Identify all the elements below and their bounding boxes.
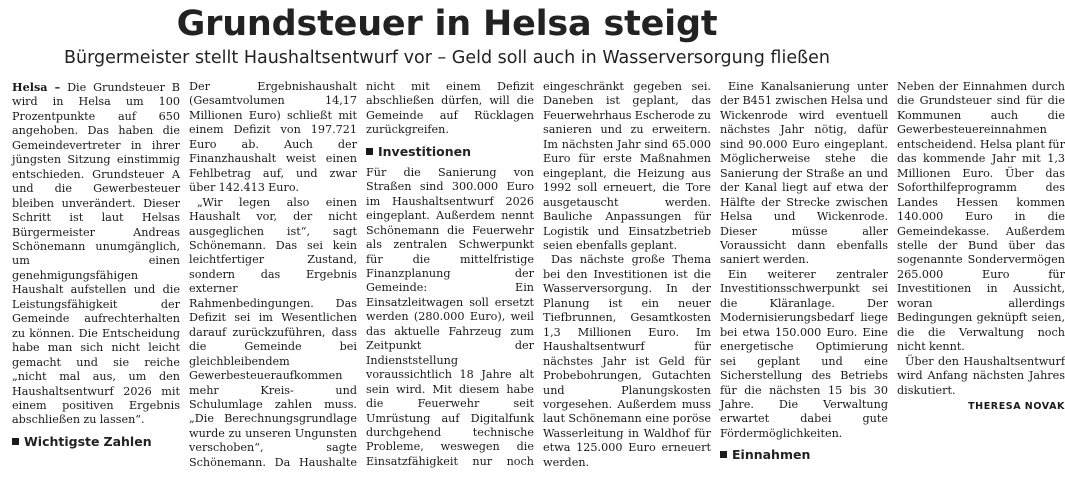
closing-text: Über den Haushaltsentwurf wird Anfang nächsten Jahres diskutiert. [897, 354, 1065, 397]
section-heading-zahlen [12, 434, 180, 450]
subheadline: Bürgermeister stellt Haushaltsentwurf vor – Geld soll auch in Wasserversorgung fließen [64, 48, 830, 68]
intro-text: Die Grundsteuer B wird in Helsa um 100 Prozentpunkte auf 650 angehoben. Das haben die Gemeindevertreter in ihrer jüngsten Sitzung einstimmig entschieden. Grundsteuer A und die Gewerbesteuer bleiben unverändert. Dieser Schritt ist laut Helsas Bürgermeister Andreas Schönemann unumgänglich, um einen genehmigungsfähigen Haushalt aufstellen und die Leistungsfähigkeit der Gemeinde aufrechterhalten zu können. Die Entscheidung habe man sich nicht leicht gemacht und sie reiche „nicht mal aus, um den Haushaltsentwurf 2026 mit einem positiven Ergebnis abschließen zu lassen“. [12, 81, 180, 427]
paragraph-4: Für die Sanierung von Straßen sind 300.000 Euro im Haushaltsentwurf 2026 eingeplant. Außerdem nennt Schönemann die Feuerwehr als zentralen Schwerpunkt für die mittelfristige Finanzplanung der Gemeinde: Ein Einsatzleitwagen soll ersetzt werden (280.000 Euro), weil das aktuelle Fahrzeug zum Zeitpunkt der Indienststellung voraussichtlich 18 Jahre alt sein wird. Mit diesem habe die Feuerwehr seit Umrüstung auf Digitalfunk durchgehend technische Probleme, weswegen die Einsatzfähigkeit nur noch eingeschränkt gegeben sei. Daneben ist geplant, das Feuerwehrhaus Escherode zu sanieren und zu erweitern. Im nächsten Jahr sind 65.000 Euro für erste Maßnahmen eingeplant, die Heizung aus 1992 soll erneuert, die Tore ausgetauscht werden. Bauliche Anpassungen für Logistik und Einsatzbetrieb seien ebenfalls geplant. [366, 80, 711, 468]
section-heading-einnahmen [720, 447, 888, 463]
section-heading-text: Investitionen [378, 143, 471, 159]
square-bullet-icon [366, 148, 373, 155]
square-bullet-icon [12, 438, 19, 445]
author-byline: THERESA NOVAK [968, 400, 1065, 412]
article-columns [12, 80, 1065, 475]
section-heading-text: Einnahmen [732, 447, 811, 463]
paragraph-9 [897, 355, 1065, 398]
paragraph-2: Der Ergebnishaushalt (Gesamtvolumen 14,17 Millionen Euro) schließt mit einem Defizit von 197.721 Euro ab. Auch der Finanzhaushalt weist einen Fehlbetrag auf, und zwar über 142.413 Euro. [189, 80, 357, 195]
paragraph-7: Ein weiterer zentraler Investitionsschwerpunkt sei die Kläranlage. Der Modernisierungsbedarf liege bei etwa 150.000 Euro. Eine energetische Optimierung sei geplant und eine Sicherstellung des Betriebs für die nächsten 15 bis 30 Jahre. Die Verwaltung erwartet dabei gute Fördermöglichkeiten. [720, 267, 888, 440]
dateline: Helsa – [12, 80, 61, 94]
square-bullet-icon [720, 451, 727, 458]
section-heading-investitionen [366, 144, 534, 160]
paragraph-8: Neben der Einnahmen durch die Grundsteuer sind für die Kommunen auch die Gewerbesteuereinnahmen entscheidend. Helsa plant für das kommende Jahr mit 1,3 Millionen Euro. Über das Soforthilfeprogramm des Landes Hessen kommen 140.000 Euro in die Gemeindekasse. Außerdem stelle der Bund über das sogenannte Sondervermögen 265.000 Euro für Investitionen in Aussicht, woran allerdings Bedingungen geknüpft seien, die die Verwaltung noch nicht kennt. [897, 80, 1065, 354]
paragraph-intro [12, 80, 180, 428]
paragraph-6: Eine Kanalsanierung unter der B451 zwischen Helsa und Wickenrode wird eventuell nächstes Jahr nötig, dafür sind 90.000 Euro eingeplant. Möglicherweise stehe die Sanierung der Straße an und der Kanal liegt auf etwa der Hälfte der Strecke zwischen Helsa und Wickenrode. Dieser müsse aller Voraussicht dann ebenfalls saniert werden. [720, 80, 888, 267]
paragraph-5: Das nächste große Thema bei den Investitionen ist die Wasserversorgung. In der Planung ist ein neuer Tiefbrunnen, Gesamtkosten 1,3 Millionen Euro. Im Haushaltsentwurf für nächstes Jahr ist Geld für Probebohrungen, Gutachten und Planungskosten vorgesehen. Außerdem muss laut Schönemann eine poröse Wasserleitung in Waldhof für etwa 125.000 Euro erneuert werden. [543, 253, 711, 469]
headline: Grundsteuer in Helsa steigt [176, 4, 718, 44]
paragraph-3: „Wir legen also einen Haushalt vor, der nicht ausgeglichen ist“, sagt Schönemann. Das sei kein leichtfertiger Zustand, sondern das Ergebnis externer Rahmenbedingungen. Das Defizit sei im Wesentlichen darauf zurückzuführen, dass die Gemeinde bei gleichbleibendem Gewerbesteueraufkommen mehr Kreis- und Schulumlage zahlen muss. „Die Berechnungsgrundlage wurde zu unseren Ungunsten verschoben“, sagte Schönemann. Da Haushalte nicht mit einem Defizit abschließen dürfen, will die Gemeinde auf Rücklagen zurückgreifen. [189, 80, 534, 469]
article-body [12, 80, 1065, 475]
section-heading-text: Wichtigste Zahlen [24, 433, 152, 449]
